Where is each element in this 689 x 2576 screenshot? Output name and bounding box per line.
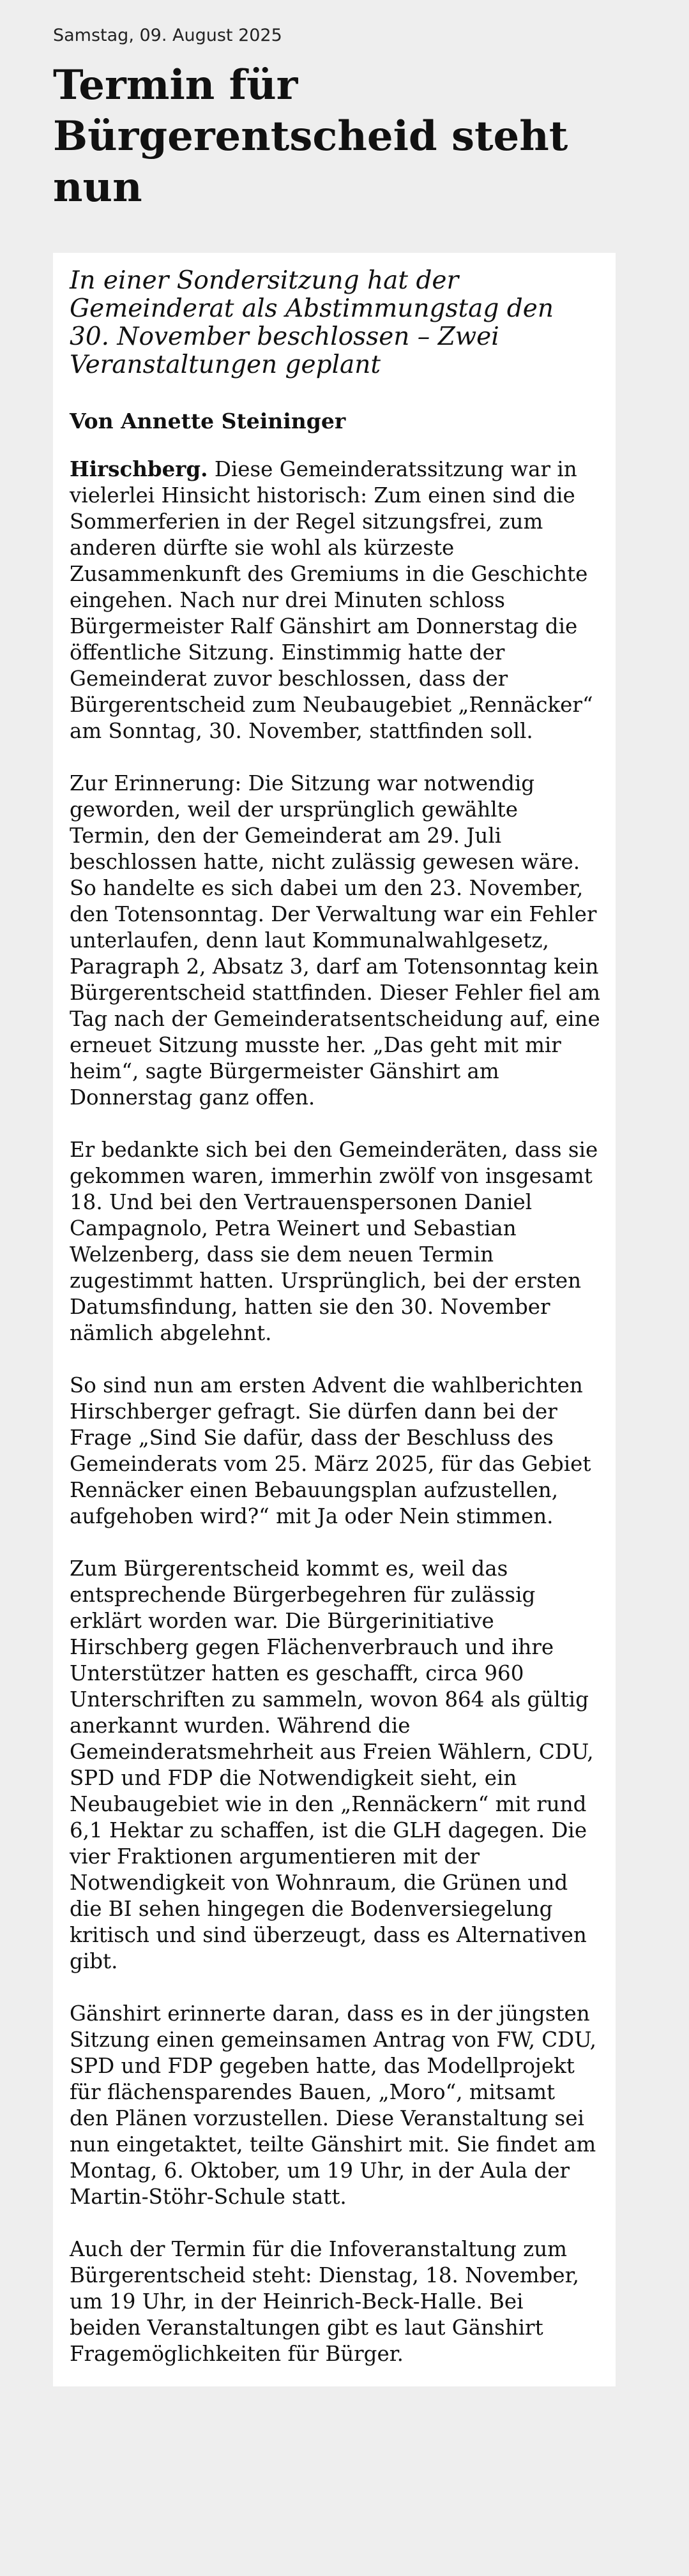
paragraph-1 xyxy=(70,456,600,744)
article-body-card xyxy=(53,253,616,2386)
paragraph-6: Gänshirt erinnerte daran, dass es in der jüngsten Sitzung einen gemeinsamen Antrag von FW, CDU, SPD und FDP gegeben hatte, das Modellprojekt für flächensparendes Bauen, „Moro“, mitsamt den Plänen vorzustellen. Diese Veranstaltung sei nun eingetaktet, teilte Gänshirt mit. Sie findet am Montag, 6. Oktober, um 19 Uhr, in der Aula der Martin-Stöhr-Schule statt. xyxy=(70,2001,596,2209)
dateline: Hirschberg. xyxy=(70,456,208,481)
lead-text: In einer Sondersitzung hat der Gemeinderat als Abstimmungstag den 30. November beschlossen – Zwei Veranstaltungen geplant xyxy=(70,266,554,379)
headline: Termin für Bürgerentscheid steht nun xyxy=(53,61,568,211)
paragraph-1-text: Diese Gemeinderatssitzung war in vielerlei Hinsicht historisch: Zum einen sind die Sommerferien in der Regel sitzungsfrei, zum anderen dürfte sie wohl als kürzeste Zusammenkunft des Gremiums in die Geschichte eingehen. Nach nur drei Minuten schloss Bürgermeister Ralf Gänshirt am Donnerstag die öffentliche Sitzung. Einstimmig hatte der Gemeinderat zuvor beschlossen, dass der Bürgerentscheid zum Neubaugebiet „Rennäcker“ am Sonntag, 30. November, stattfinden soll. xyxy=(70,457,593,743)
paragraph-7: Auch der Termin für die Infoveranstaltung zum Bürgerentscheid steht: Dienstag, 18. November, um 19 Uhr, in der Heinrich-Beck-Halle. Bei beiden Veranstaltungen gibt es laut Gänshirt Fragemöglichkeiten für Bürger. xyxy=(70,2237,579,2366)
paragraph-4: So sind nun am ersten Advent die wahlberichten Hirschberger gefragt. Sie dürfen dann bei der Frage „Sind Sie dafür, dass der Beschluss des Gemeinderats vom 25. März 2025, für das Gebiet Rennäcker einen Bebauungsplan aufzustellen, aufgehoben wird?“ mit Ja oder Nein stimmen. xyxy=(70,1373,591,1528)
publication-date: Samstag, 09. August 2025 xyxy=(53,26,282,45)
paragraph-5: Zum Bürgerentscheid kommt es, weil das entsprechende Bürgerbegehren für zulässig erklärt worden war. Die Bürgerinitiative Hirschberg gegen Flächenverbrauch und ihre Unterstützer hatten es geschafft, circa 960 Unterschriften zu sammeln, wovon 864 als gültig anerkannt wurden. Während die Gemeinderatsmehrheit aus Freien Wählern, CDU, SPD und FDP die Notwendigkeit sieht, ein Neubaugebiet wie in den „Rennäckern“ mit rund 6,1 Hektar zu schaffen, ist die GLH dagegen. Die vier Fraktionen argumentieren mit der Notwendigkeit von Wohnraum, die Grünen und die BI sehen hingegen die Bodenversiegelung kritisch und sind überzeugt, dass es Alternativen gibt. xyxy=(70,1556,594,1973)
paragraph-3: Er bedankte sich bei den Gemeinderäten, dass sie gekommen waren, immerhin zwölf von insgesamt 18. Und bei den Vertrauenspersonen Daniel Campagnolo, Petra Weinert und Sebastian Welzenberg, dass sie dem neuen Termin zugestimmt hatten. Ursprünglich, bei der ersten Datumsfindung, hatten sie den 30. November nämlich abgelehnt. xyxy=(70,1138,598,1345)
author-byline: Von Annette Steininger xyxy=(70,409,346,433)
paragraph-2: Zur Erinnerung: Die Sitzung war notwendig geworden, weil der ursprünglich gewählte Termin, den der Gemeinderat am 29. Juli beschlossen hatte, nicht zulässig gewesen wäre. So handelte es sich dabei um den 23. November, den Totensonntag. Der Verwaltung war ein Fehler unterlaufen, denn laut Kommunalwahlgesetz, Paragraph 2, Absatz 3, darf am Totensonntag kein Bürgerentscheid stattfinden. Dieser Fehler fiel am Tag nach der Gemeinderatsentscheidung auf, eine erneuet Sitzung musste her. „Das geht mit mir heim“, sagte Bürgermeister Gänshirt am Donnerstag ganz offen. xyxy=(70,771,600,1110)
